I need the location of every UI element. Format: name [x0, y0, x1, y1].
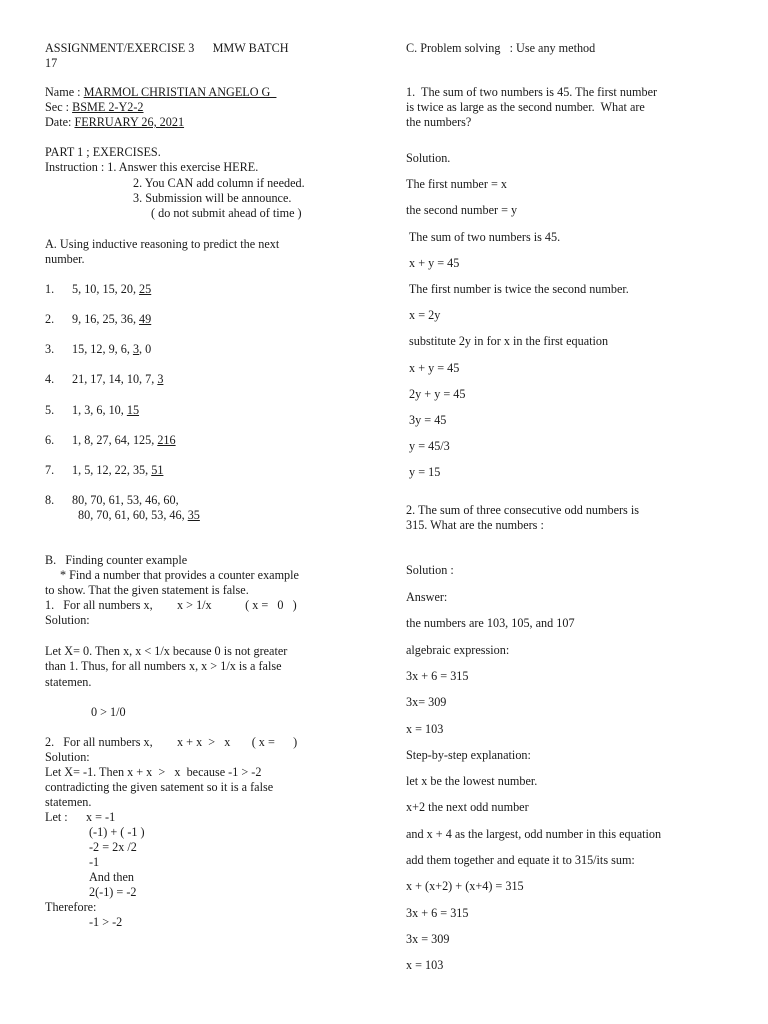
sequence-item: [45, 342, 151, 357]
b-q1-solution-label: Solution:: [45, 613, 90, 627]
solution-line: 3x + 6 = 315: [406, 905, 469, 920]
sequence-item: [45, 282, 151, 297]
sequence-tail: , 0: [139, 342, 152, 356]
sequence-number: 2.: [45, 312, 55, 326]
solution-line: the numbers are 103, 105, and 107: [406, 616, 575, 631]
sec-value: BSME 2-Y2-2: [72, 100, 144, 114]
sequence-values: 21, 17, 14, 10, 7,: [72, 372, 158, 386]
b-let-line: Let : x = -1: [45, 810, 116, 824]
solution-line: and x + 4 as the largest, odd number in this equation: [406, 826, 662, 841]
instruction-2: 2. You CAN add column if needed.: [133, 176, 305, 190]
solution-line: algebraic expression:: [406, 642, 510, 657]
solution-line: let x be the lowest number.: [406, 774, 538, 789]
instruction-4: ( do not submit ahead of time ): [151, 206, 302, 220]
sequence-answer: 49: [139, 312, 152, 326]
solution-line: Solution :: [406, 563, 454, 577]
part1-heading: PART 1 ; EXERCISES.: [45, 145, 161, 159]
date-line: [45, 115, 184, 130]
sequence-values: 15, 12, 9, 6,: [72, 342, 133, 356]
sequence-item: [45, 463, 163, 478]
solution-line: 3x= 309: [406, 695, 447, 710]
sequence-values: 1, 3, 6, 10,: [72, 403, 127, 417]
item8-line2: [78, 508, 200, 523]
sequence-item: [45, 372, 163, 387]
date-value: FERRUARY 26, 2021: [74, 115, 185, 129]
solution-line: Solution.: [406, 151, 451, 165]
solution-line: x + (x+2) + (x+4) = 315: [406, 879, 524, 894]
b-step-1: (-1) + ( -1 ): [89, 825, 145, 839]
sequence-values: 1, 5, 12, 22, 35,: [72, 463, 152, 477]
solution-line: 3y = 45: [406, 413, 447, 427]
solution-line: substitute 2y in for x in the first equation: [406, 334, 609, 349]
solution-line: x = 103: [406, 721, 444, 736]
c-problem-2-line-2: 315. What are the numbers :: [406, 518, 544, 532]
b-final: -1 > -2: [89, 915, 123, 929]
item8-seq2: 80, 70, 61, 60, 53, 46,: [78, 508, 188, 522]
solution-line: x + y = 45: [406, 255, 460, 270]
b-step-2: -2 = 2x /2: [89, 840, 137, 854]
sequence-item: [45, 312, 151, 327]
name-label: Name :: [45, 85, 84, 99]
solution-line: The first number is twice the second number.: [406, 282, 629, 296]
b-q1-answer-2: than 1. Thus, for all numbers x, x > 1/x is a false: [45, 659, 282, 673]
solution-line: The sum of two numbers is 45.: [406, 229, 561, 244]
sequence-answer: 25: [139, 282, 152, 296]
solution-line: y = 45/3: [406, 439, 450, 454]
sequence-number: 6.: [45, 433, 55, 447]
section-b-desc-1: * Find a number that provides a counter example: [60, 568, 299, 582]
b-q1-inequality: 0 > 1/0: [91, 705, 126, 719]
solution-line: x + y = 45: [406, 360, 460, 375]
b-q2-answer-3: statemen.: [45, 795, 92, 809]
c-problem-1-line-2: is twice as large as the second number. What are: [406, 100, 645, 114]
section-c-heading: C. Problem solving : Use any method: [406, 41, 596, 55]
solution-line: x = 2y: [406, 308, 441, 323]
solution-line: The first number = x: [406, 177, 507, 192]
date-label: Date:: [45, 115, 75, 129]
section-a-heading-cont: number.: [45, 252, 85, 266]
sequence-answer: 51: [151, 463, 164, 477]
solution-line: 3x + 6 = 315: [406, 668, 469, 683]
sequence-number: 4.: [45, 372, 55, 386]
sequence-values: 80, 70, 61, 53, 46, 60,: [72, 493, 179, 507]
sequence-item: [45, 403, 139, 418]
solution-line: 2y + y = 45: [406, 386, 466, 401]
sequence-number: 3.: [45, 342, 55, 356]
sequence-number: 1.: [45, 282, 55, 296]
section-b-desc-2: to show. That the given statement is false.: [45, 583, 249, 597]
solution-line: Step-by-step explanation:: [406, 747, 531, 762]
sec-label: Sec :: [45, 100, 73, 114]
item8-answer: 35: [187, 508, 200, 522]
section-b-heading: B. Finding counter example: [45, 553, 188, 567]
c-problem-1-line-3: the numbers?: [406, 115, 472, 129]
sequence-values: 5, 10, 15, 20,: [72, 282, 140, 296]
b-question-2: 2. For all numbers x, x + x > x ( x = ): [45, 735, 298, 749]
sequence-number: 8.: [45, 493, 55, 507]
instruction-3: 3. Submission will be announce.: [133, 191, 292, 205]
name-value: MARMOL CHRISTIAN ANGELO G: [83, 85, 277, 99]
sec-line: [45, 100, 144, 115]
sequence-answer: 3: [157, 372, 164, 386]
assignment-title: ASSIGNMENT/EXERCISE 3 MMW BATCH: [45, 41, 289, 55]
sequence-answer: 216: [157, 433, 176, 447]
b-q2-answer-1: Let X= -1. Then x + x > x because -1 > -2: [45, 765, 262, 779]
b-q2-answer-2: contradicting the given satement so it is a false: [45, 780, 274, 794]
sequence-values: 1, 8, 27, 64, 125,: [72, 433, 158, 447]
b-question-1: 1. For all numbers x, x > 1/x ( x = 0 ): [45, 598, 297, 612]
section-a-heading: A. Using inductive reasoning to predict the next: [45, 237, 280, 251]
solution-line: the second number = y: [406, 203, 518, 218]
b-q1-answer-3: statemen.: [45, 675, 92, 689]
solution-line: Answer:: [406, 590, 448, 604]
solution-line: add them together and equate it to 315/its sum:: [406, 853, 635, 867]
b-q1-answer-1: Let X= 0. Then x, x < 1/x because 0 is not greater: [45, 644, 288, 658]
assignment-title-cont: 17: [45, 56, 58, 70]
sequence-item: [45, 493, 179, 508]
solution-line: y = 15: [406, 465, 441, 480]
sequence-answer: 3: [132, 342, 140, 356]
b-step-5: 2(-1) = -2: [89, 885, 137, 899]
instruction-1: Instruction : 1. Answer this exercise HERE.: [45, 160, 259, 174]
solution-line: x = 103: [406, 958, 444, 973]
b-q2-solution-label: Solution:: [45, 750, 90, 764]
solution-line: 3x = 309: [406, 931, 450, 946]
name-line: [45, 85, 276, 100]
b-therefore: Therefore:: [45, 900, 97, 914]
sequence-item: [45, 433, 176, 448]
sequence-answer: 15: [126, 403, 140, 417]
c-problem-2-line-1: 2. The sum of three consecutive odd numbers is: [406, 503, 639, 517]
b-step-3: -1: [89, 855, 100, 869]
solution-line: x+2 the next odd number: [406, 800, 529, 815]
b-step-4: And then: [89, 870, 135, 884]
sequence-values: 9, 16, 25, 36,: [72, 312, 140, 326]
sequence-number: 5.: [45, 403, 55, 417]
sequence-number: 7.: [45, 463, 55, 477]
c-problem-1-line-1: 1. The sum of two numbers is 45. The first number: [406, 85, 658, 99]
